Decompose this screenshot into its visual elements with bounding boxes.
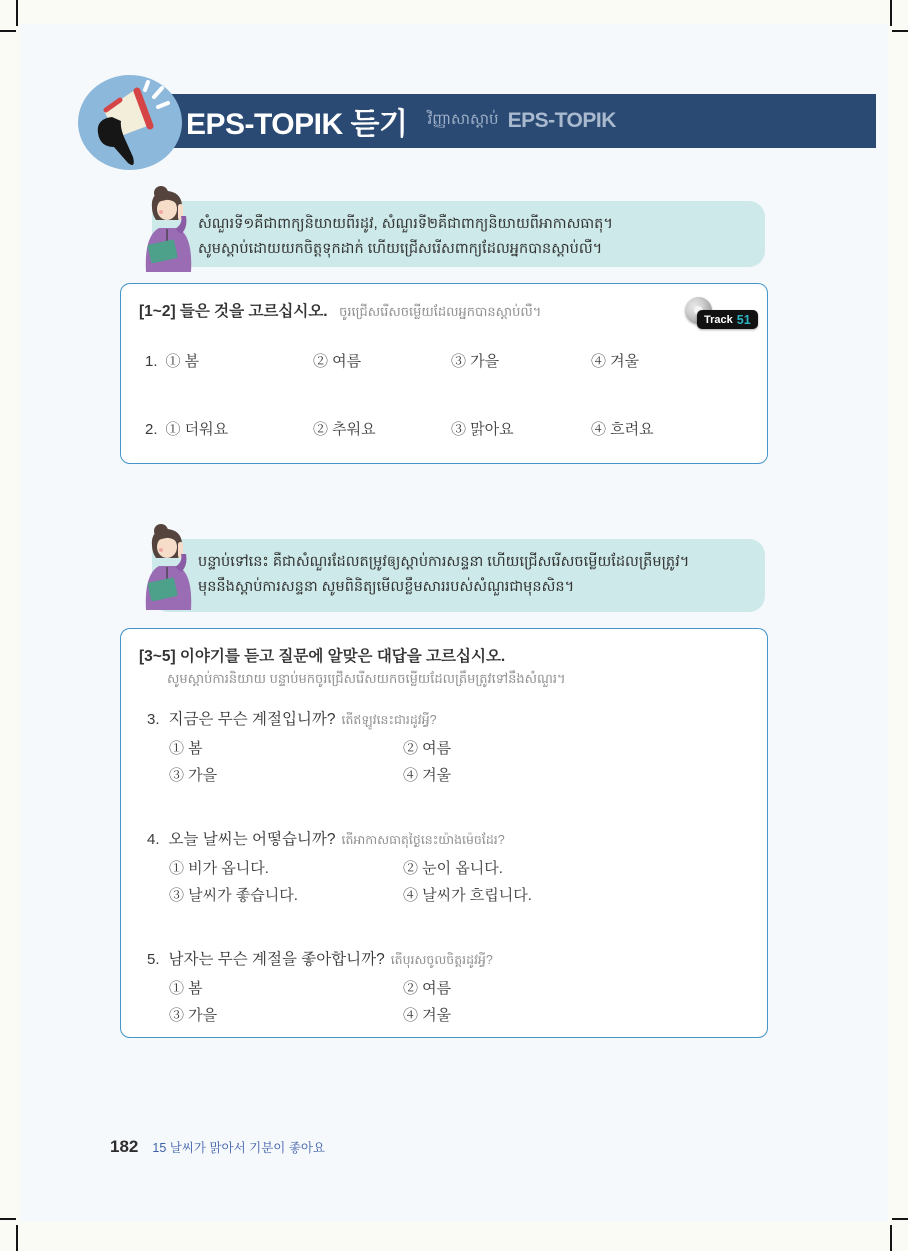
option: ② 여름 (403, 740, 452, 757)
options-grid (147, 857, 743, 905)
page-subtitle-latin: EPS-TOPIK (507, 109, 616, 132)
track-number: 51 (736, 312, 751, 327)
question-khmer: តើបុរសចូលចិត្តរដូវអ្វី? (390, 953, 493, 967)
question-text (147, 707, 743, 731)
option: ④ 겨울 (591, 353, 640, 370)
question-options (145, 418, 313, 439)
question-khmer: តើឥឡូវនេះជារដូវអ្វី? (341, 713, 437, 727)
question-khmer: តើអាកាសធាតុថ្ងៃនេះយ៉ាងម៉េចដែរ? (341, 833, 505, 847)
option: ① 봄 (169, 740, 203, 757)
question-row-1 (145, 350, 745, 371)
track-label: Track (704, 313, 733, 326)
option: ④ 흐려요 (591, 421, 654, 438)
crop-mark (0, 30, 16, 32)
option: ② 눈이 옵니다. (403, 860, 503, 877)
option: ④ 겨울 (403, 767, 452, 784)
option: ④ 날씨가 흐립니다. (403, 887, 532, 904)
option: ② 추워요 (313, 421, 376, 438)
question-row-2 (145, 418, 745, 439)
question-text (147, 947, 743, 971)
instruction-line (139, 644, 505, 666)
crop-mark (0, 1218, 16, 1220)
question-number: 4. (147, 831, 160, 848)
page-subtitle-khmer: វិញ្ញាសាស្តាប់ (427, 111, 499, 128)
instruction-khmer: ចូរជ្រើសរើសចម្លើយដែលអ្នកបានស្តាប់លឺ។ (339, 304, 542, 319)
tip-line: សំណួរទី១គឺជាពាក្យនិយាយពីរដូវ, សំណួរទី២គឺជាពាក្យនិយាយពីអាកាសធាតុ។ (198, 216, 613, 232)
tip-line: បន្ទាប់ទៅនេះ គឺជាសំណួរដែលតម្រូវឲ្យស្តាប់ការសន្ទនា ហើយជ្រើសរើសចម្លើយដែលត្រឹមត្រូវ។ (198, 554, 690, 570)
question-3 (147, 707, 743, 785)
question-box-1-2 (120, 283, 768, 464)
section-header-banner (130, 94, 876, 148)
tip-line: សូមស្តាប់ដោយយកចិត្តទុកដាក់ ហើយជ្រើសរើសពាក្យដែលអ្នកបានស្តាប់លឺ។ (198, 241, 603, 257)
question-number: 3. (147, 711, 160, 728)
question-options (145, 350, 313, 371)
page-title: EPS-TOPIK 듣기 (186, 108, 408, 141)
instruction-korean: [3~5] 이야기를 듣고 질문에 알맞은 대답을 고르십시오. (139, 648, 506, 665)
question-number: 5. (147, 951, 160, 968)
question-number: 1. (145, 353, 158, 370)
question-5 (147, 947, 743, 1025)
option: ② 여름 (313, 353, 362, 370)
options-grid (147, 737, 743, 785)
crop-mark (16, 1225, 18, 1251)
option: ③ 가을 (451, 353, 500, 370)
instruction-khmer: សូមស្តាប់ការនិយាយ បន្ទាប់មកចូរជ្រើសរើសយកចម្លើយដែលត្រឹមត្រូវទៅនឹងសំណួរ។ (167, 671, 566, 686)
option: ① 봄 (169, 980, 203, 997)
instruction-line (139, 299, 541, 323)
crop-mark (892, 1218, 908, 1220)
option: ③ 가을 (169, 1007, 218, 1024)
audio-track-badge (683, 297, 757, 331)
megaphone-icon (78, 75, 182, 170)
teacher-tip-bubble (152, 201, 765, 267)
chapter-title: 15 날씨가 맑아서 기분이 좋아요 (152, 1141, 326, 1155)
option: ④ 겨울 (403, 1007, 452, 1024)
option: ③ 가을 (169, 767, 218, 784)
question-number: 2. (145, 421, 158, 438)
crop-mark (16, 0, 18, 26)
question-korean: 지금은 무슨 계절입니까? (168, 711, 336, 728)
tip-line: មុននឹងស្តាប់ការសន្ទនា សូមពិនិត្យមើលខ្លឹមសាររបស់សំណួរជាមុនសិន។ (198, 579, 575, 595)
option: ③ 맑아요 (451, 421, 514, 438)
page-footer (110, 1137, 325, 1157)
teacher-character-icon (138, 522, 204, 610)
option: ① 봄 (165, 353, 200, 370)
option: ① 비가 옵니다. (169, 860, 269, 877)
question-text (147, 827, 743, 851)
options-grid (147, 977, 743, 1025)
crop-mark (892, 30, 908, 32)
track-pill (697, 310, 758, 329)
page-number: 182 (110, 1137, 139, 1156)
instruction-korean: [1~2] 들은 것을 고르십시오. (139, 303, 328, 320)
question-korean: 오늘 날씨는 어떻습니까? (168, 831, 336, 848)
question-box-3-5 (120, 628, 768, 1038)
option: ③ 날씨가 좋습니다. (169, 887, 298, 904)
question-4 (147, 827, 743, 905)
option: ② 여름 (403, 980, 452, 997)
option: ① 더워요 (165, 421, 229, 438)
teacher-character-icon (138, 184, 204, 272)
crop-mark (890, 1225, 892, 1251)
crop-mark (890, 0, 892, 26)
teacher-tip-bubble (152, 539, 765, 612)
question-korean: 남자는 무슨 계절을 좋아합니까? (168, 951, 385, 968)
